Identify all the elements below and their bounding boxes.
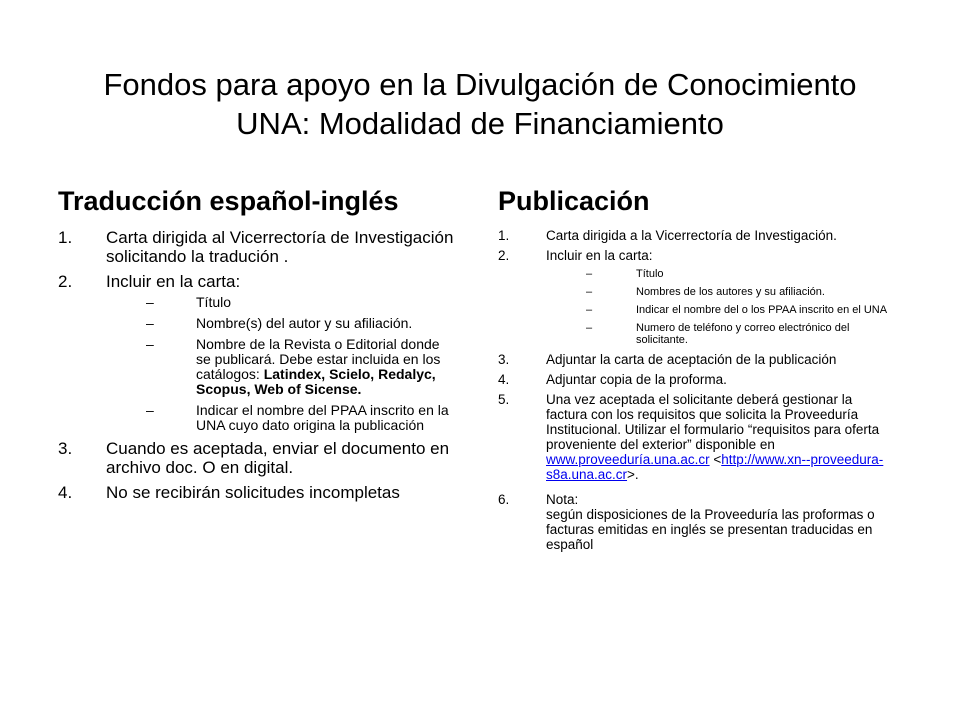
item-number: 2.: [58, 272, 73, 291]
sub-item-text: Título: [196, 294, 232, 310]
proveeduria-idn-link[interactable]: http://www.xn--proveedura-s8a.una.ac.cr: [546, 452, 884, 482]
list-item: [498, 228, 888, 243]
item-number: 2.: [498, 248, 510, 263]
slide-title-line1: Fondos para apoyo en la Divulgación de Conocimiento: [103, 66, 857, 102]
item-text: No se recibirán solicitudes incompletas: [106, 483, 400, 502]
item-number: 4.: [58, 483, 73, 502]
sub-item: [106, 316, 458, 331]
link-suffix: >.: [627, 467, 639, 482]
list-item: [498, 352, 888, 367]
list-item: [58, 483, 458, 502]
dash-bullet: –: [586, 286, 593, 298]
sub-item-text: Título: [636, 268, 664, 280]
slide-title: [48, 65, 912, 143]
dash-bullet: –: [146, 294, 154, 310]
catalog-names: Latindex, Scielo, Redalyc, Scopus, Web of Sicense.: [196, 366, 436, 397]
item-text: Carta dirigida al Vicerrectoría de Investigación solicitando la tradución .: [106, 228, 454, 266]
item-text: Adjuntar la carta de aceptación de la publicación: [546, 352, 837, 367]
sub-item-text: Indicar el nombre del PPAA inscrito en la UNA cuyo dato origina la publicación: [196, 402, 449, 433]
sub-item: [106, 403, 458, 433]
dash-bullet: –: [146, 315, 154, 331]
sub-item: [106, 337, 458, 397]
item-number: 5.: [498, 392, 510, 407]
item-number: 3.: [58, 439, 73, 458]
publication-heading: Publicación: [498, 186, 650, 216]
proveeduria-link[interactable]: www.proveeduría.una.ac.cr: [546, 452, 710, 467]
item-number: 1.: [58, 228, 73, 247]
item-text: Carta dirigida a la Vicerrectoría de Investigación.: [546, 228, 837, 243]
dash-bullet: –: [586, 322, 593, 334]
note-text: según disposiciones de la Proveeduría las proformas o facturas emitidas en inglés se presentan traducidas en español: [546, 507, 875, 552]
sub-list: [106, 295, 458, 433]
sub-item-text: Nombre(s) del autor y su afiliación.: [196, 315, 413, 331]
sub-item: [546, 268, 888, 280]
sub-item: [106, 295, 458, 310]
slide-title-line2: UNA: Modalidad de Financiamiento: [236, 105, 724, 141]
list-item: [498, 248, 888, 346]
publication-list: [498, 228, 888, 552]
dash-bullet: –: [586, 268, 593, 280]
item-number: 3.: [498, 352, 510, 367]
item-text: Incluir en la carta:: [106, 272, 241, 291]
link-separator: <: [709, 452, 722, 467]
item-text: Una vez aceptada el solicitante deberá gestionar la factura con los requisitos que solicita la Proveeduría Institucional. Utilizar el formulario “requisitos para oferta proveniente del exterior” disponible en: [546, 392, 880, 452]
sub-item: [546, 304, 888, 316]
note-label: Nota:: [546, 492, 579, 507]
sub-item-text: Nombre de la Revista o Editorial donde se publicará. Debe estar incluida en los catálogos:: [196, 336, 441, 382]
item-number: 6.: [498, 492, 510, 507]
item-text: Cuando es aceptada, enviar el documento en archivo doc. O en digital.: [106, 439, 450, 477]
sub-item: [546, 286, 888, 298]
sub-item-text: Numero de teléfono y correo electrónico del solicitante.: [636, 322, 850, 346]
translation-column: [58, 184, 458, 508]
list-item: [498, 492, 888, 552]
item-number: 1.: [498, 228, 510, 243]
sub-item-text: Nombres de los autores y su afiliación.: [636, 286, 825, 298]
dash-bullet: –: [586, 304, 593, 316]
list-item: [498, 392, 888, 482]
dash-bullet: –: [146, 336, 154, 352]
list-item: [58, 228, 458, 266]
item-text: Incluir en la carta:: [546, 248, 653, 263]
sub-list: [546, 268, 888, 346]
item-number: 4.: [498, 372, 510, 387]
dash-bullet: –: [146, 402, 154, 418]
list-item: [58, 272, 458, 433]
item-text: Adjuntar copia de la proforma.: [546, 372, 727, 387]
list-item: [58, 439, 458, 477]
sub-item-text: Indicar el nombre del o los PPAA inscrito en el UNA: [636, 304, 888, 316]
publication-column: [498, 184, 888, 557]
sub-item: [546, 322, 888, 346]
list-item: [498, 372, 888, 387]
translation-heading: Traducción español-inglés: [58, 186, 399, 216]
translation-list: [58, 228, 458, 502]
